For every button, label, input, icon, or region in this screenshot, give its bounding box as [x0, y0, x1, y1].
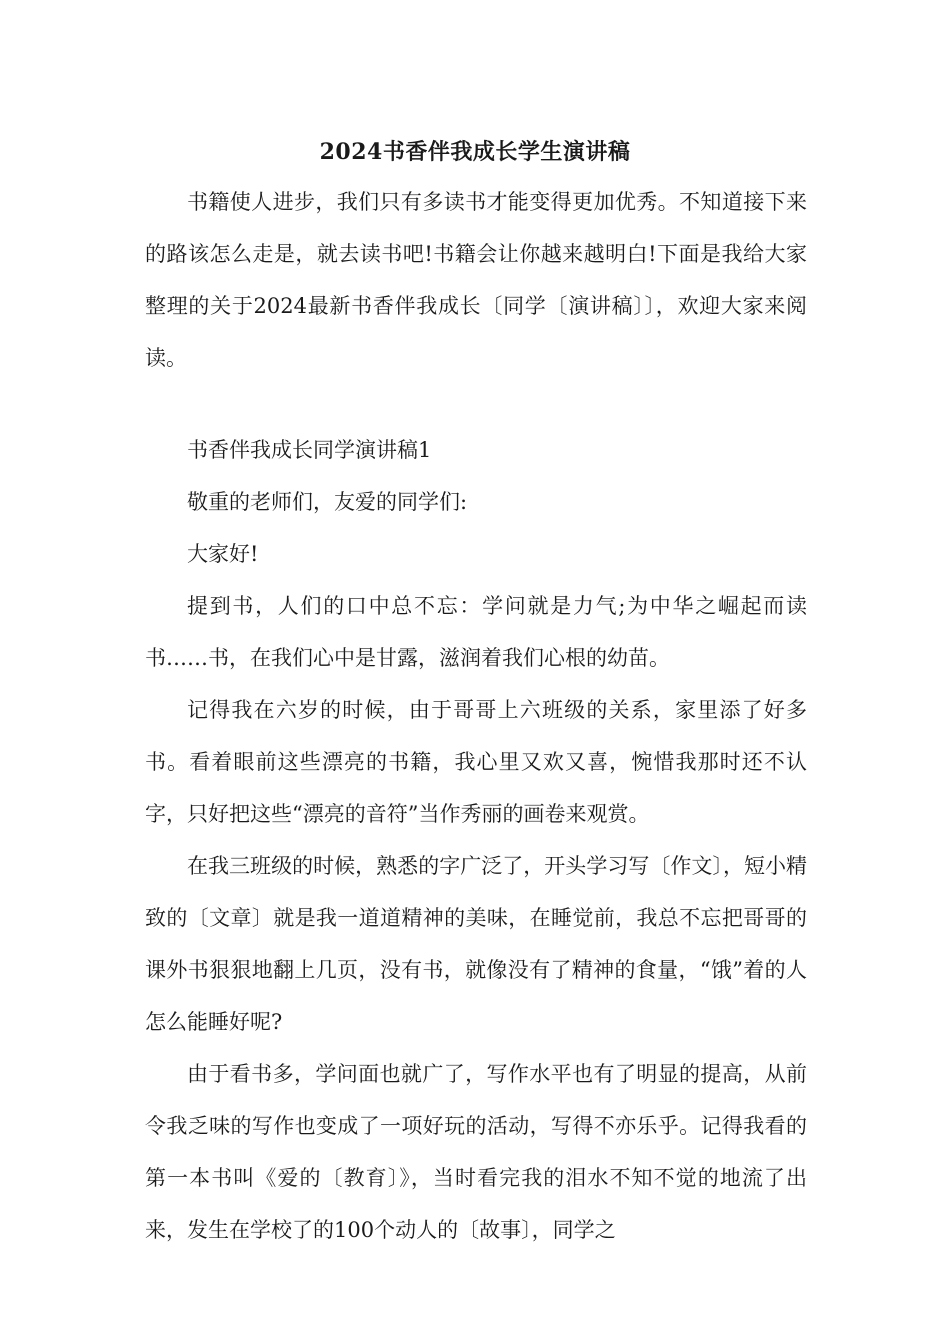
speech-body [145, 424, 807, 1256]
intro-paragraph: 书籍使人进步，我们只有多读书才能变得更加优秀。不知道接下来的路该怎么走是，就去读书吧!书籍会让你越来越明白!下面是我给大家整理的关于2024最新书香伴我成长〔同学〔演讲稿〕〕，欢迎大家来阅读。 [145, 190, 807, 370]
section-heading: 书香伴我成长同学演讲稿1 [187, 438, 432, 462]
document-title: 2024书香伴我成长学生演讲稿 [319, 139, 631, 165]
paragraph: 由于看书多，学问面也就广了，写作水平也有了明显的提高，从前令我乏味的写作也变成了一项好玩的活动，写得不亦乐乎。记得我看的第一本书叫《爱的〔教育〕》，当时看完我的泪水不知不觉的地流了出来，发生在学校了的100个动人的〔故事〕，同学之 [145, 1062, 807, 1242]
greeting: 大家好! [187, 542, 259, 566]
paragraph: 记得我在六岁的时候，由于哥哥上六班级的关系，家里添了好多书。看着眼前这些漂亮的书籍，我心里又欢又喜，惋惜我那时还不认字，只好把这些“漂亮的音符”当作秀丽的画卷来观赏。 [145, 698, 807, 826]
paragraph: 提到书，人们的口中总不忘：学问就是力气;为中华之崛起而读书……书，在我们心中是甘露，滋润着我们心根的幼苗。 [145, 594, 807, 670]
intro-block [145, 176, 807, 384]
salutation: 敬重的老师们，友爱的同学们: [187, 490, 468, 514]
paragraph: 在我三班级的时候，熟悉的字广泛了，开头学习写〔作文〕，短小精致的〔文章〕就是我一道道精神的美味，在睡觉前，我总不忘把哥哥的课外书狠狠地翻上几页，没有书，就像没有了精神的食量，“饿”着的人怎么能睡好呢? [145, 854, 807, 1034]
